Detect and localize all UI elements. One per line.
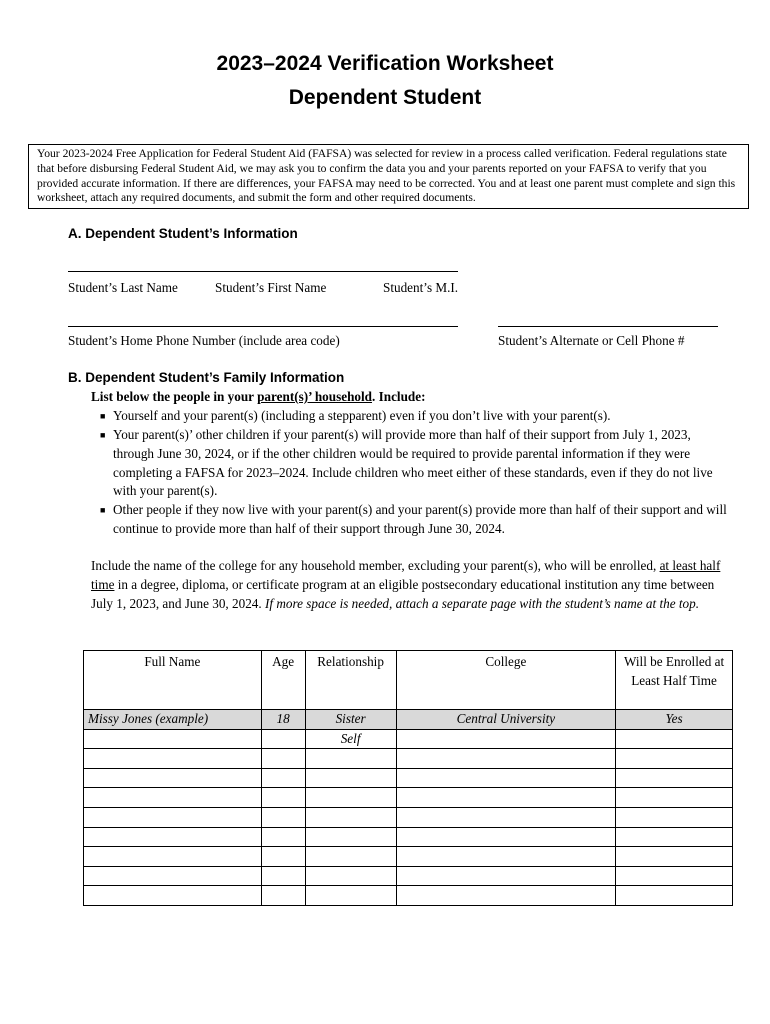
table-row	[84, 749, 733, 769]
table-row	[84, 710, 733, 730]
cell-enrolled[interactable]	[616, 768, 733, 788]
cell-relationship[interactable]	[305, 866, 396, 886]
cell-college[interactable]	[396, 827, 616, 847]
table-row	[84, 827, 733, 847]
alt-phone-label: Student’s Alternate or Cell Phone #	[498, 333, 685, 348]
table-row	[84, 807, 733, 827]
table-header-row	[84, 651, 733, 710]
cell-enrolled[interactable]	[616, 749, 733, 769]
cell-age[interactable]	[261, 886, 305, 906]
cell-college[interactable]	[396, 788, 616, 808]
home-phone-label: Student’s Home Phone Number (include area code)	[68, 333, 340, 348]
mi-label: Student’s M.I.	[383, 280, 459, 295]
section-b-heading: B. Dependent Student’s Family Information	[68, 370, 345, 385]
cell-age[interactable]	[261, 866, 305, 886]
cell-full-name[interactable]	[84, 866, 262, 886]
cell-college[interactable]	[396, 807, 616, 827]
cell-full-name[interactable]	[84, 768, 262, 788]
bullet-item: ■ Yourself and your parent(s) (including a stepparent) even if you don’t live with your parent(s).	[100, 408, 611, 423]
cell-college[interactable]	[396, 768, 616, 788]
cell-relationship[interactable]	[305, 886, 396, 906]
cell-college: Central University	[396, 710, 616, 730]
first-name-label: Student’s First Name	[215, 280, 327, 295]
cell-relationship[interactable]	[305, 788, 396, 808]
cell-full-name[interactable]	[84, 847, 262, 867]
cell-college[interactable]	[396, 729, 616, 749]
cell-college[interactable]	[396, 749, 616, 769]
cell-full-name[interactable]	[84, 827, 262, 847]
cell-enrolled[interactable]	[616, 886, 733, 906]
cell-enrolled[interactable]	[616, 807, 733, 827]
cell-enrolled[interactable]	[616, 827, 733, 847]
section-a-heading: A. Dependent Student’s Information	[68, 226, 298, 241]
cell-enrolled[interactable]	[616, 866, 733, 886]
header-enrolled: Will be Enrolled at Least Half Time	[616, 651, 733, 710]
cell-college[interactable]	[396, 866, 616, 886]
cell-full-name[interactable]	[84, 807, 262, 827]
header-full-name: Full Name	[84, 651, 262, 710]
document-subtitle: Dependent Student	[288, 86, 482, 109]
bullet-item: ■ Other people if they now live with your parent(s) and your parent(s) provide more than half of their support and will continue to provide more than half of their support through June 30, 2024.	[100, 502, 727, 536]
cell-enrolled[interactable]	[616, 729, 733, 749]
cell-full-name[interactable]	[84, 729, 262, 749]
cell-relationship[interactable]: Self	[305, 729, 396, 749]
table-row	[84, 847, 733, 867]
cell-age: 18	[261, 710, 305, 730]
header-relationship: Relationship	[305, 651, 396, 710]
home-phone-line[interactable]	[68, 326, 458, 327]
cell-full-name: Missy Jones (example)	[84, 710, 262, 730]
cell-relationship[interactable]	[305, 749, 396, 769]
document-title: 2023–2024 Verification Worksheet	[216, 52, 554, 75]
table-row	[84, 729, 733, 749]
household-list-intro: List below the people in your parent(s)’ household. Include:	[91, 389, 426, 404]
cell-relationship: Sister	[305, 710, 396, 730]
intro-box: Your 2023-2024 Free Application for Federal Student Aid (FAFSA) was selected for review in a process called verification. Federal regulations state that before disbursing Federal Student Aid, we may ask you to confirm the data you and your parents reported on your FAFSA to verify that you provided accurate information. If there are differences, your FAFSA may need to be corrected. You and at least one parent must complete and sign this worksheet, attach any required documents, and submit the form and other required documents.	[28, 144, 749, 209]
cell-college[interactable]	[396, 886, 616, 906]
header-college: College	[396, 651, 616, 710]
last-name-label: Student’s Last Name	[68, 280, 178, 295]
table-row	[84, 886, 733, 906]
header-age: Age	[261, 651, 305, 710]
cell-enrolled[interactable]	[616, 788, 733, 808]
college-instructions: Include the name of the college for any household member, excluding your parent(s), who will be enrolled, at least half time in a degree, diploma, or certificate program at an eligible postsecondary educational institution any time between July 1, 2023, and June 30, 2024. If more space is needed, attach a separate page with the student’s name at the top.	[91, 558, 721, 611]
cell-age[interactable]	[261, 749, 305, 769]
table-row	[84, 768, 733, 788]
cell-relationship[interactable]	[305, 847, 396, 867]
cell-full-name[interactable]	[84, 749, 262, 769]
cell-full-name[interactable]	[84, 788, 262, 808]
cell-full-name[interactable]	[84, 886, 262, 906]
cell-enrolled[interactable]	[616, 847, 733, 867]
cell-age[interactable]	[261, 827, 305, 847]
household-table	[83, 650, 733, 906]
cell-relationship[interactable]	[305, 807, 396, 827]
cell-age[interactable]	[261, 768, 305, 788]
alt-phone-line[interactable]	[498, 326, 718, 327]
student-name-line[interactable]	[68, 271, 458, 272]
table-row	[84, 866, 733, 886]
cell-age[interactable]	[261, 788, 305, 808]
bullet-item: ■ Your parent(s)’ other children if your parent(s) will provide more than half of their support from July 1, 2023, through June 30, 2024, or if the other children would be required to provide parental information if they were completing a FAFSA for 2023–2024. Include children who meet either of these standards, even if they do not live with your parent(s).	[100, 427, 713, 499]
cell-relationship[interactable]	[305, 827, 396, 847]
cell-age[interactable]	[261, 729, 305, 749]
cell-enrolled: Yes	[616, 710, 733, 730]
table-row	[84, 788, 733, 808]
cell-college[interactable]	[396, 847, 616, 867]
cell-age[interactable]	[261, 807, 305, 827]
cell-relationship[interactable]	[305, 768, 396, 788]
cell-age[interactable]	[261, 847, 305, 867]
